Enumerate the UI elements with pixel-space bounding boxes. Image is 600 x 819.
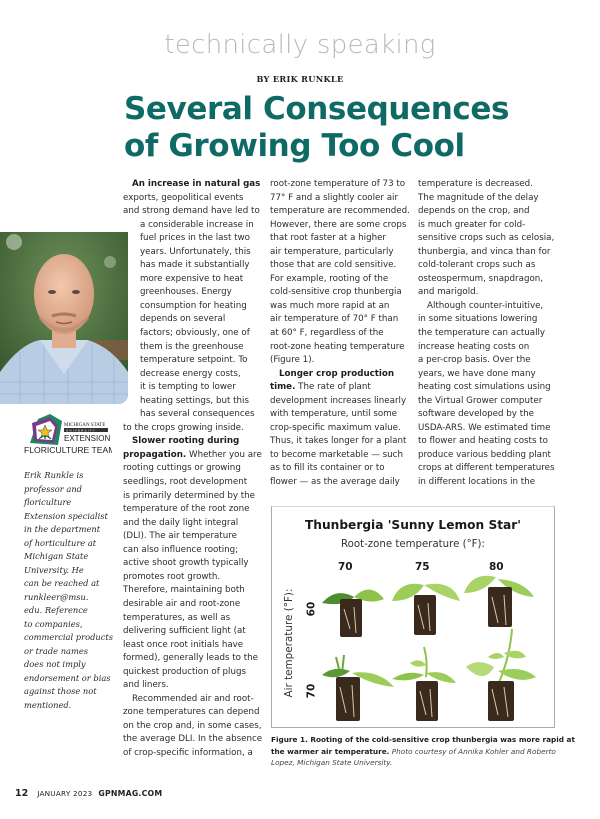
body-line: rooting cuttings or growing <box>123 463 241 474</box>
body-line: software developed by the <box>418 409 534 420</box>
bio-line: endorsement or bias <box>24 672 111 683</box>
bio-line: to companies, <box>24 618 83 629</box>
plant-photo-air60-root80 <box>462 567 536 635</box>
body-line: heating settings, but this <box>140 395 249 406</box>
caption-line <box>271 757 571 769</box>
website-link[interactable]: GPNMAG.COM <box>98 789 163 798</box>
body-line: exports, geopolitical events <box>123 192 244 203</box>
body-line: fuel prices in the last two <box>140 233 250 244</box>
body-line: was much more rapid at an <box>270 300 390 311</box>
body-line: in different locations in the <box>418 477 536 488</box>
body-line: promotes root growth. <box>123 571 221 582</box>
page-footer <box>15 788 162 799</box>
body-line: consumption for heating <box>140 300 247 311</box>
author-bio <box>24 469 122 712</box>
msu-extension-floriculture-logo <box>24 413 112 463</box>
bio-line: Extension specialist <box>24 510 108 521</box>
body-line: to flower and heating costs to <box>418 436 548 447</box>
plant-photo-air70-root80 <box>464 627 538 723</box>
body-line: years. Unfortunately, this <box>140 246 251 257</box>
plant-photo-air70-root75 <box>390 643 462 723</box>
body-line: the Virtual Grower computer <box>418 395 543 406</box>
figure-1 <box>271 506 555 728</box>
figure-reference: (Figure 1). <box>270 355 315 366</box>
plant-photo-air70-root70 <box>320 651 396 723</box>
bio-line: floriculture <box>24 497 72 507</box>
svg-text:FLORICULTURE TEAM: FLORICULTURE TEAM <box>24 445 112 455</box>
caption-bold: the warmer air temperature. <box>271 746 390 756</box>
body-text: The rate of plant <box>295 382 371 393</box>
caption-line <box>271 734 575 746</box>
subhead-text: Slower rooting during <box>132 436 240 447</box>
body-line: temperature is decreased. <box>418 179 533 189</box>
body-line: to the crops growing inside. <box>123 422 244 433</box>
lead-in-bold: An increase in natural gas <box>132 179 261 189</box>
photo-credit: Photo courtesy of Annika Kohler and Roberto <box>389 746 556 756</box>
body-line: increase heating costs on <box>418 341 530 352</box>
body-line: seedlings, root development <box>123 477 248 488</box>
body-line: cold-sensitive crop thunbergia <box>270 287 402 298</box>
body-line: temperatures, as well as <box>123 612 231 623</box>
body-line: Therefore, maintaining both <box>123 585 245 596</box>
root-zone-label-70: 70 <box>338 561 353 573</box>
caption-line <box>271 746 571 758</box>
body-line: and the daily light integral <box>123 517 239 528</box>
body-line: a per-crop basis. Over the <box>418 355 531 366</box>
bio-line: Erik Runkle is <box>24 470 84 480</box>
body-line: them is the greenhouse <box>140 341 244 352</box>
body-line: (DLI). The air temperature <box>123 531 237 542</box>
body-line: air temperature of 70° F than <box>270 314 399 325</box>
headline-line-1: Several Consequences <box>124 91 510 127</box>
root-zone-label-80: 80 <box>489 561 504 573</box>
body-line: can also influence rooting; <box>123 544 239 555</box>
body-line: as to fill its container or to <box>270 463 385 474</box>
body-line: greenhouses. Energy <box>140 287 232 298</box>
plant-photo-air60-root75 <box>390 571 462 639</box>
body-line: However, there are some crops <box>270 219 407 230</box>
article-column-1 <box>123 178 269 761</box>
body-line: flower — as the average daily <box>270 477 400 488</box>
photo-credit: Lopez, Michigan State University. <box>271 758 393 767</box>
body-line: with temperature, until some <box>270 409 397 420</box>
body-line: those that are cold sensitive. <box>270 260 397 271</box>
bio-line: in the department <box>24 524 101 534</box>
air-temp-label-70: 70 <box>305 683 318 699</box>
plant-photo-air60-root70 <box>320 579 390 641</box>
bio-line: does not imply <box>24 659 86 669</box>
bio-line: mentioned. <box>24 699 72 710</box>
headline <box>124 91 584 165</box>
body-line: and liners. <box>123 680 169 691</box>
body-line: least once root initials have <box>123 639 244 650</box>
body-line: root-zone heating temperature <box>270 341 405 352</box>
bio-line: against those not <box>24 686 97 696</box>
body-text: Whether you are <box>186 449 262 460</box>
body-line: active shoot growth typically <box>123 558 249 569</box>
subhead-text: Longer crop production <box>279 368 395 379</box>
author-photo <box>0 232 128 404</box>
page-number: 12 <box>15 788 29 799</box>
subhead-slower-rooting <box>123 435 269 449</box>
body-line: it is tempting to lower <box>140 382 236 393</box>
body-line: Recommended air and root- <box>132 693 254 704</box>
body-line: at 60° F, regardless of the <box>270 328 384 339</box>
body-line <box>123 449 269 463</box>
body-line: and strong demand have led to <box>123 206 260 217</box>
body-line: depends on several <box>140 314 226 325</box>
body-line: cold-tolerant crops such as <box>418 260 536 271</box>
bio-line: professor and <box>24 483 82 494</box>
body-line: development increases linearly <box>270 395 407 406</box>
body-line: that root faster at a higher <box>270 233 387 244</box>
body-line: more expensive to heat <box>140 273 244 284</box>
body-line: produce various bedding plant <box>418 449 551 460</box>
body-line: sensitive crops such as celosia, <box>418 233 555 244</box>
body-line: the temperature can actually <box>418 328 546 339</box>
body-line: temperature of the root zone <box>123 504 250 515</box>
headline-line-2: of Growing Too Cool <box>124 128 465 164</box>
root-zone-label-75: 75 <box>415 561 430 573</box>
body-line: The magnitude of the delay <box>418 192 539 203</box>
body-line: desirable air and root-zone <box>123 598 241 609</box>
body-line: years, we have done many <box>418 368 536 379</box>
subhead-longer-production <box>270 368 416 382</box>
bio-line: of horticulture at <box>24 537 97 548</box>
subhead-text: propagation. <box>123 449 187 460</box>
body-line: has several consequences <box>140 409 255 420</box>
body-line: temperature are recommended. <box>270 206 410 217</box>
bio-email-link[interactable]: runkleer@msu. <box>24 591 89 602</box>
bio-line: University. He <box>24 564 84 575</box>
body-line: delivering sufficient light (at <box>123 626 246 637</box>
svg-text:EXTENSION: EXTENSION <box>64 434 111 443</box>
article-column-3 <box>418 178 578 490</box>
body-line: air temperature, particularly <box>270 246 394 257</box>
caption-bold: Figure 1. Rooting of the cold-sensitive crop thunbergia was more rapid at <box>271 735 575 744</box>
bio-line: edu. Reference <box>24 605 88 615</box>
body-line: osteospermum, snapdragon, <box>418 273 544 284</box>
body-line: to become marketable — such <box>270 449 403 460</box>
body-line: Although counter-intuitive, <box>427 300 544 311</box>
figure-title: Thunbergia 'Sunny Lemon Star' <box>304 518 522 532</box>
body-line: of crop-specific information, a <box>123 747 253 758</box>
body-line: and marigold. <box>418 287 479 298</box>
body-line: formed), generally leads to the <box>123 653 258 664</box>
body-line: quickest production of plugs <box>123 666 246 677</box>
svg-text:UNIVERSITY: UNIVERSITY <box>66 428 97 433</box>
logo-msu-text: MICHIGAN STATE <box>64 423 106 428</box>
subhead-text: time. <box>270 382 296 393</box>
body-line: heating cost simulations using <box>418 382 551 393</box>
body-line: the average DLI. In the absence <box>123 734 263 745</box>
body-line: crops at different temperatures <box>418 463 555 474</box>
body-line <box>270 381 416 395</box>
issue-date: JANUARY 2023 <box>37 789 93 798</box>
body-line: For example, rooting of the <box>270 273 389 284</box>
body-line: is primarily determined by the <box>123 490 255 501</box>
body-line: crop-specific maximum value. <box>270 422 401 433</box>
article-column-2 <box>270 178 416 490</box>
body-line: decrease energy costs, <box>140 368 241 379</box>
body-line: 77° F and a slightly cooler air <box>270 192 399 203</box>
figure-caption <box>271 734 575 769</box>
byline: BY ERIK RUNKLE <box>256 74 344 84</box>
body-line: zone temperatures can depend <box>123 707 260 718</box>
bio-line: or trade names <box>24 645 89 656</box>
bio-line: can be reached at <box>24 578 100 588</box>
lead-in <box>123 178 269 192</box>
body-line: Thus, it takes longer for a plant <box>270 436 407 447</box>
bio-line: Michigan State <box>24 551 89 561</box>
body-line: a considerable increase in <box>140 219 254 230</box>
section-kicker: technically speaking <box>164 30 436 60</box>
body-line: temperature setpoint. To <box>140 355 248 366</box>
air-temp-axis-label: Air temperature (°F): <box>283 588 295 698</box>
body-line: thunbergia, and vinca than for <box>418 246 551 257</box>
body-line: in some situations lowering <box>418 314 538 325</box>
air-temp-label-60: 60 <box>305 601 318 617</box>
body-line: depends on the crop, and <box>418 206 530 217</box>
figure-subtitle: Root-zone temperature (°F): <box>341 539 485 550</box>
body-line: on the crop and, in some cases, <box>123 720 262 731</box>
body-line: has made it substantially <box>140 260 250 271</box>
body-line: USDA-ARS. We estimated time <box>418 422 551 433</box>
body-line: root-zone temperature of 73 to <box>270 179 406 189</box>
bio-line: commercial products <box>24 632 113 642</box>
body-line: is much greater for cold- <box>418 219 526 230</box>
body-line: factors; obviously, one of <box>140 328 250 339</box>
